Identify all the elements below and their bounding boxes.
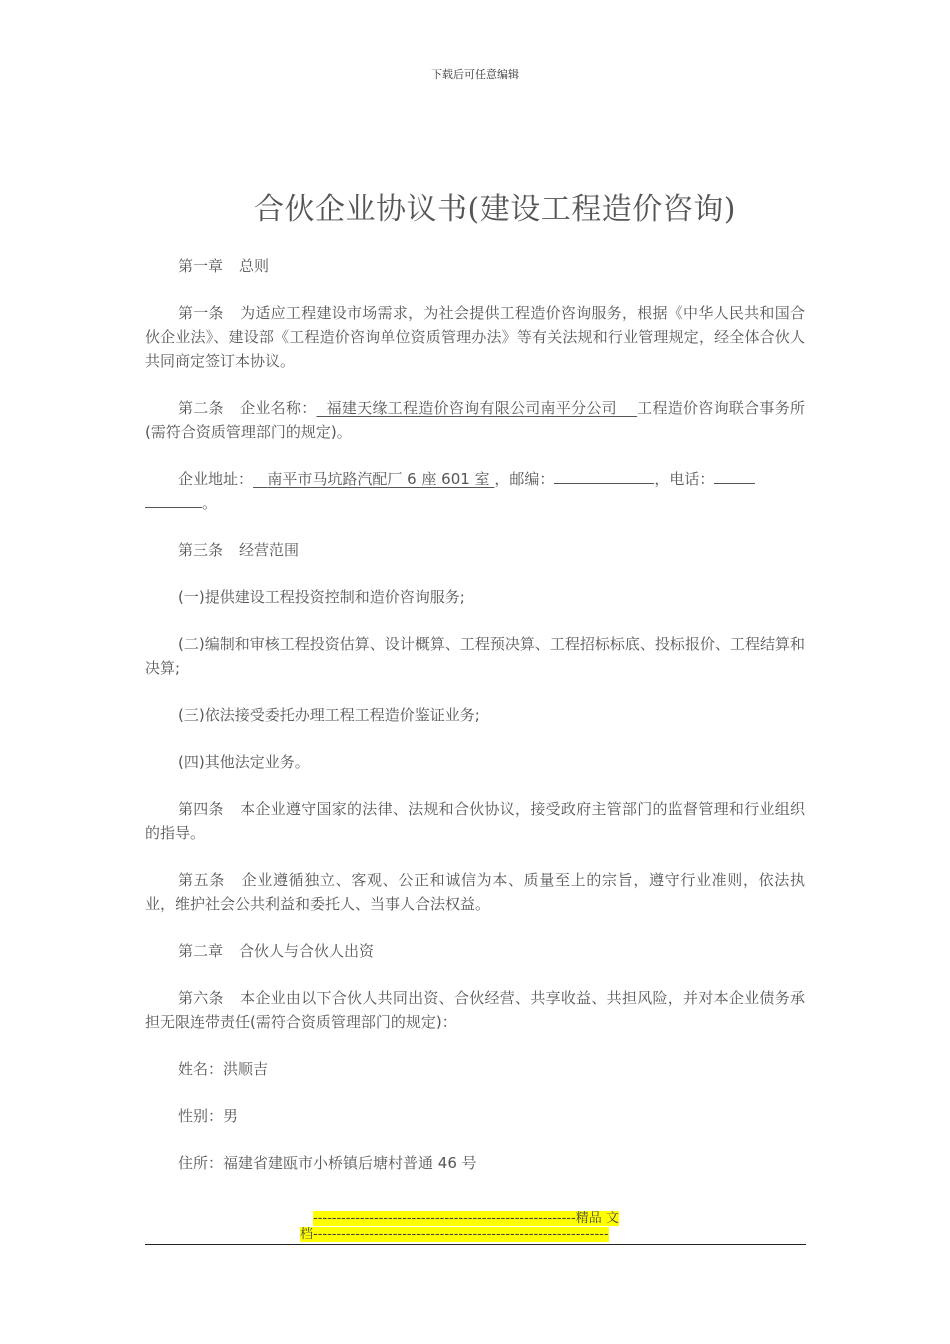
article-4-label: 第四条 — [178, 800, 224, 818]
partner-residence: 住所：福建省建瓯市小桥镇后塘村普通 46 号 — [178, 1154, 477, 1172]
article-2 — [145, 396, 805, 444]
chapter-2-heading — [145, 939, 805, 963]
article-6-label: 第六条 — [178, 989, 224, 1007]
chapter-2-name: 合伙人与合伙人出资 — [239, 942, 375, 960]
article-3-title: 经营范围 — [239, 541, 300, 559]
company-name-field — [317, 399, 638, 417]
article-2-prefix: 企业名称： — [239, 399, 317, 417]
header-note: 下载后可任意编辑 — [431, 68, 519, 81]
article-5-text: 企业遵循独立、客观、公正和诚信为本、质量至上的宗旨，遵守行业准则，依法执业，维护社会公共利益和委托人、当事人合法权益。 — [145, 871, 805, 913]
phone-label: ，电话： — [654, 470, 715, 488]
chapter-1-heading — [145, 254, 805, 278]
chapter-1-label: 第一章 — [178, 257, 224, 275]
partner-gender: 性别：男 — [178, 1107, 239, 1125]
scope-item-4: (四)其他法定业务。 — [178, 753, 310, 771]
article-5-label: 第五条 — [178, 871, 225, 889]
address-line — [145, 467, 805, 515]
chapter-1-name: 总则 — [239, 257, 270, 275]
article-1-label: 第一条 — [178, 304, 224, 322]
article-2-suffix: 工程造价咨询联合事务所(需符合资质管理部门的规定)。 — [145, 399, 805, 441]
address-value: 南平市马坑路汽配厂 6 座 601 室 — [267, 470, 490, 488]
article-4 — [145, 797, 805, 845]
document-title: 合伙企业协议书(建设工程造价咨询) — [254, 192, 736, 227]
article-4-text: 本企业遵守国家的法律、法规和合伙协议，接受政府主管部门的监督管理和行业组织的指导。 — [145, 800, 805, 842]
article-2-label: 第二条 — [178, 399, 224, 417]
article-3-label: 第三条 — [178, 541, 224, 559]
footer-banner-line-1: --------------------------------------------------------精品 文 — [313, 1211, 619, 1226]
footer-banner-line-2: 档--------------------------------------------------------------- — [300, 1227, 609, 1242]
address-end: 。 — [202, 494, 218, 512]
scope-item-1: (一)提供建设工程投资控制和造价咨询服务; — [178, 588, 465, 606]
partner-name: 姓名：洪顺吉 — [178, 1060, 269, 1078]
footer-banner — [300, 1211, 650, 1243]
phone-blank-1 — [714, 467, 755, 484]
article-6-text: 本企业由以下合伙人共同出资、合伙经营、共享收益、共担风险，并对本企业债务承担无限连带责任(需符合资质管理部门的规定)： — [145, 989, 805, 1031]
scope-item-3: (三)依法接受委托办理工程工程造价鉴证业务; — [178, 706, 480, 724]
chapter-2-label: 第二章 — [178, 942, 224, 960]
document-body — [145, 254, 805, 1198]
address-field — [253, 470, 494, 488]
phone-blank-2 — [145, 491, 202, 508]
scope-item-2: (二)编制和审核工程投资估算、设计概算、工程预决算、工程招标标底、投标报价、工程结算和决算; — [145, 635, 805, 677]
footer-divider — [145, 1244, 806, 1245]
article-6 — [145, 986, 805, 1034]
postcode-label: ，邮编： — [494, 470, 555, 488]
article-3 — [145, 538, 805, 562]
address-label: 企业地址： — [178, 470, 254, 488]
article-1-text: 为适应工程建设市场需求，为社会提供工程造价咨询服务，根据《中华人民共和国合伙企业法》、建设部《工程造价咨询单位资质管理办法》等有关法规和行业管理规定，经全体合伙人共同商定签订本协议。 — [145, 304, 805, 370]
postcode-blank — [554, 467, 654, 484]
article-1 — [145, 301, 805, 373]
article-5 — [145, 868, 805, 916]
company-name: 福建天缘工程造价咨询有限公司南平分公司 — [326, 399, 617, 417]
